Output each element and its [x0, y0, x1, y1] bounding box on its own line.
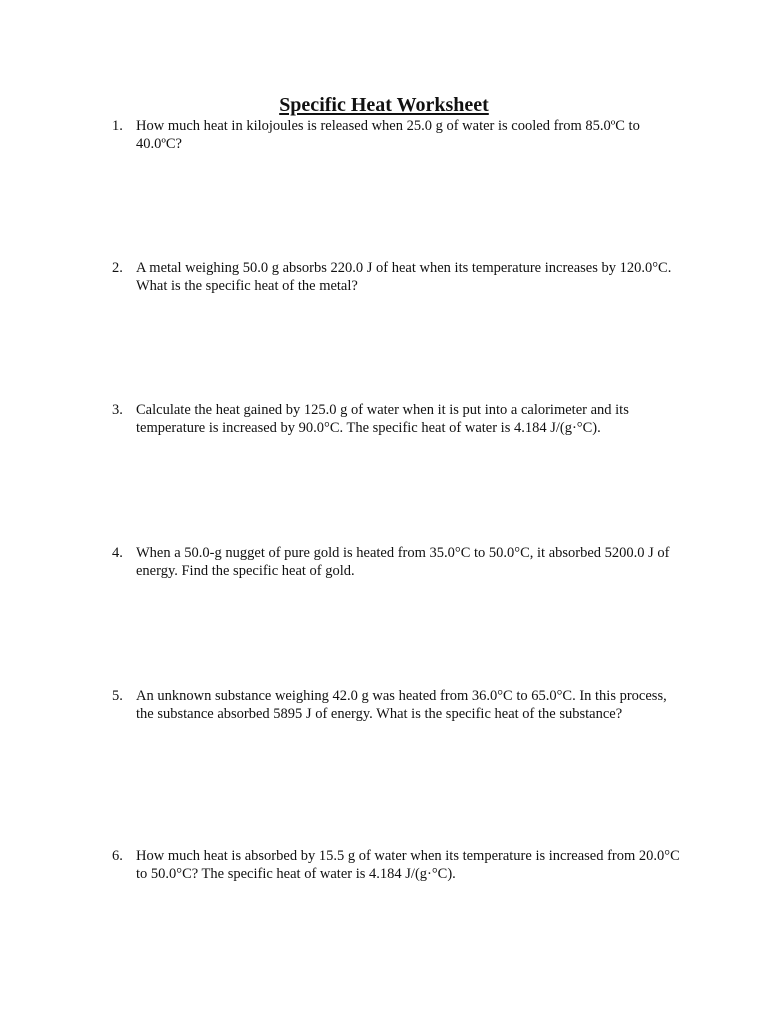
question-number: 1.	[112, 118, 123, 134]
question-number: 5.	[112, 688, 123, 704]
question-text: A metal weighing 50.0 g absorbs 220.0 J of heat when its temperature increases by 120.0°C. What is the specific heat of the metal?	[136, 260, 672, 294]
question-4	[112, 544, 682, 580]
question-text: An unknown substance weighing 42.0 g was heated from 36.0°C to 65.0°C. In this process, the substance absorbed 5895 J of energy. What is the specific heat of the substance?	[136, 688, 667, 722]
question-text: How much heat in kilojoules is released when 25.0 g of water is cooled from 85.0ºC to 40.0ºC?	[136, 118, 640, 152]
question-number: 3.	[112, 402, 123, 418]
question-2	[112, 259, 682, 295]
question-number: 2.	[112, 260, 123, 276]
question-number: 6.	[112, 848, 123, 864]
question-5	[112, 687, 682, 723]
question-text: When a 50.0-g nugget of pure gold is heated from 35.0°C to 50.0°C, it absorbed 5200.0 J of energy. Find the specific heat of gold.	[136, 545, 670, 579]
question-6	[112, 847, 682, 883]
question-1	[112, 117, 682, 153]
worksheet-title: Specific Heat Worksheet	[279, 94, 489, 116]
question-number: 4.	[112, 545, 123, 561]
question-text: Calculate the heat gained by 125.0 g of water when it is put into a calorimeter and its temperature is increased by 90.0°C. The specific heat of water is 4.184 J/(g·°C).	[136, 402, 629, 436]
question-text: How much heat is absorbed by 15.5 g of water when its temperature is increased from 20.0°C to 50.0°C? The specific heat of water is 4.184 J/(g·°C).	[136, 848, 680, 882]
question-3	[112, 401, 682, 437]
